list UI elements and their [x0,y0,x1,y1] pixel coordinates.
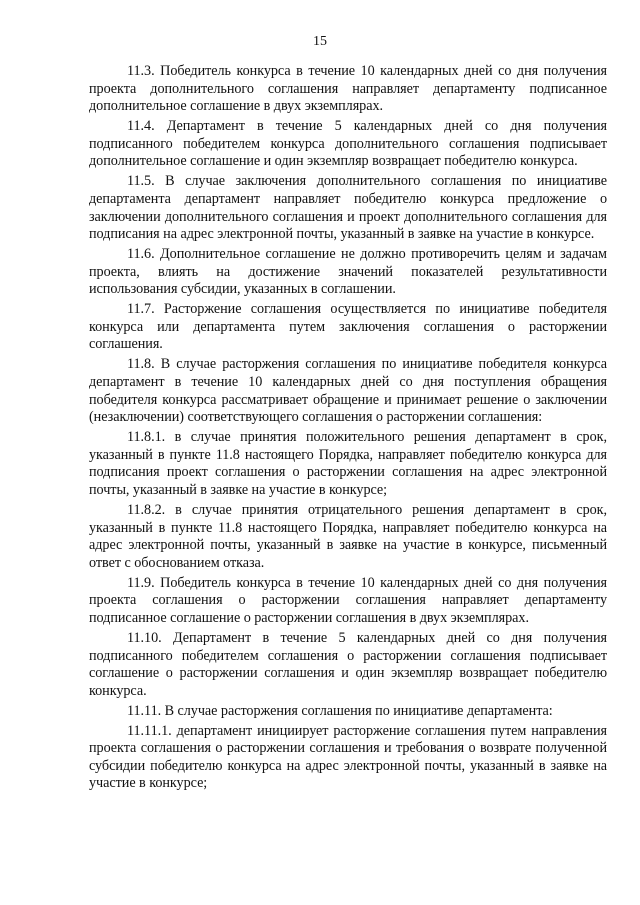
paragraph-11-4: 11.4. Департамент в течение 5 календарных дней со дня получения подписанного победителем конкурса дополнительного соглашения подписывает дополнительное соглашение и один экземпляр возвращает победителю конкурса. [89,118,607,170]
paragraph-11-8: 11.8. В случае расторжения соглашения по инициативе победителя конкурса департамент в течение 10 календарных дней со дня поступления обращения победителя конкурса рассматривает обращение и принимает решение о заключении (незаключении) соответствующего соглашения о расторжении соглашения: [89,356,607,426]
document-body [89,63,607,793]
paragraph-11-7: 11.7. Расторжение соглашения осуществляется по инициативе победителя конкурса или департамента путем заключения соглашения о расторжении соглашения. [89,301,607,353]
paragraph-11-11: 11.11. В случае расторжения соглашения по инициативе департамента: [127,702,553,719]
page-number: 15 [313,34,327,49]
paragraph-11-6: 11.6. Дополнительное соглашение не должно противоречить целям и задачам проекта, влиять на достижение значений показателей результативности использования субсидии, указанных в соглашении. [89,246,607,298]
paragraph-11-9: 11.9. Победитель конкурса в течение 10 календарных дней со дня получения проекта соглашения о расторжении соглашения направляет департаменту подписанное соглашение о расторжении соглашения в двух экземплярах. [89,574,607,626]
paragraph-11-3: 11.3. Победитель конкурса в течение 10 календарных дней со дня получения проекта дополнительного соглашения направляет департаменту подписанное дополнительное соглашение в двух экземплярах. [89,63,607,115]
paragraph-11-10: 11.10. Департамент в течение 5 календарных дней со дня получения подписанного победителем соглашения о расторжении соглашения подписывает соглашение о расторжении соглашения и один экземпляр возвращает победителю конкурса. [89,629,607,699]
paragraph-11-11-1: 11.11.1. департамент инициирует расторжение соглашения путем направления проекта соглашения о расторжении соглашения и требования о возврате полученной субсидии победителю конкурса на адрес электронной почты, указанный в заявке на участие в конкурсе; [89,722,607,792]
paragraph-11-5: 11.5. В случае заключения дополнительного соглашения по инициативе департамента департамент направляет победителю конкурса предложение о заключении дополнительного соглашения и проект дополнительного соглашения для подписания на адрес электронной почты, указанный в заявке на участие в конкурсе. [89,173,607,243]
paragraph-11-8-2: 11.8.2. в случае принятия отрицательного решения департамент в срок, указанный в пункте 11.8 настоящего Порядка, направляет победителю конкурса на адрес электронной почты, указанный в заявке на участие в конкурсе, письменный ответ с обоснованием отказа. [89,501,607,571]
paragraph-11-8-1: 11.8.1. в случае принятия положительного решения департамент в срок, указанный в пункте 11.8 настоящего Порядка, направляет победителю конкурса для подписания проект соглашения о расторжении соглашения на адрес электронной почты, указанный в заявке на участие в конкурсе; [89,429,607,498]
